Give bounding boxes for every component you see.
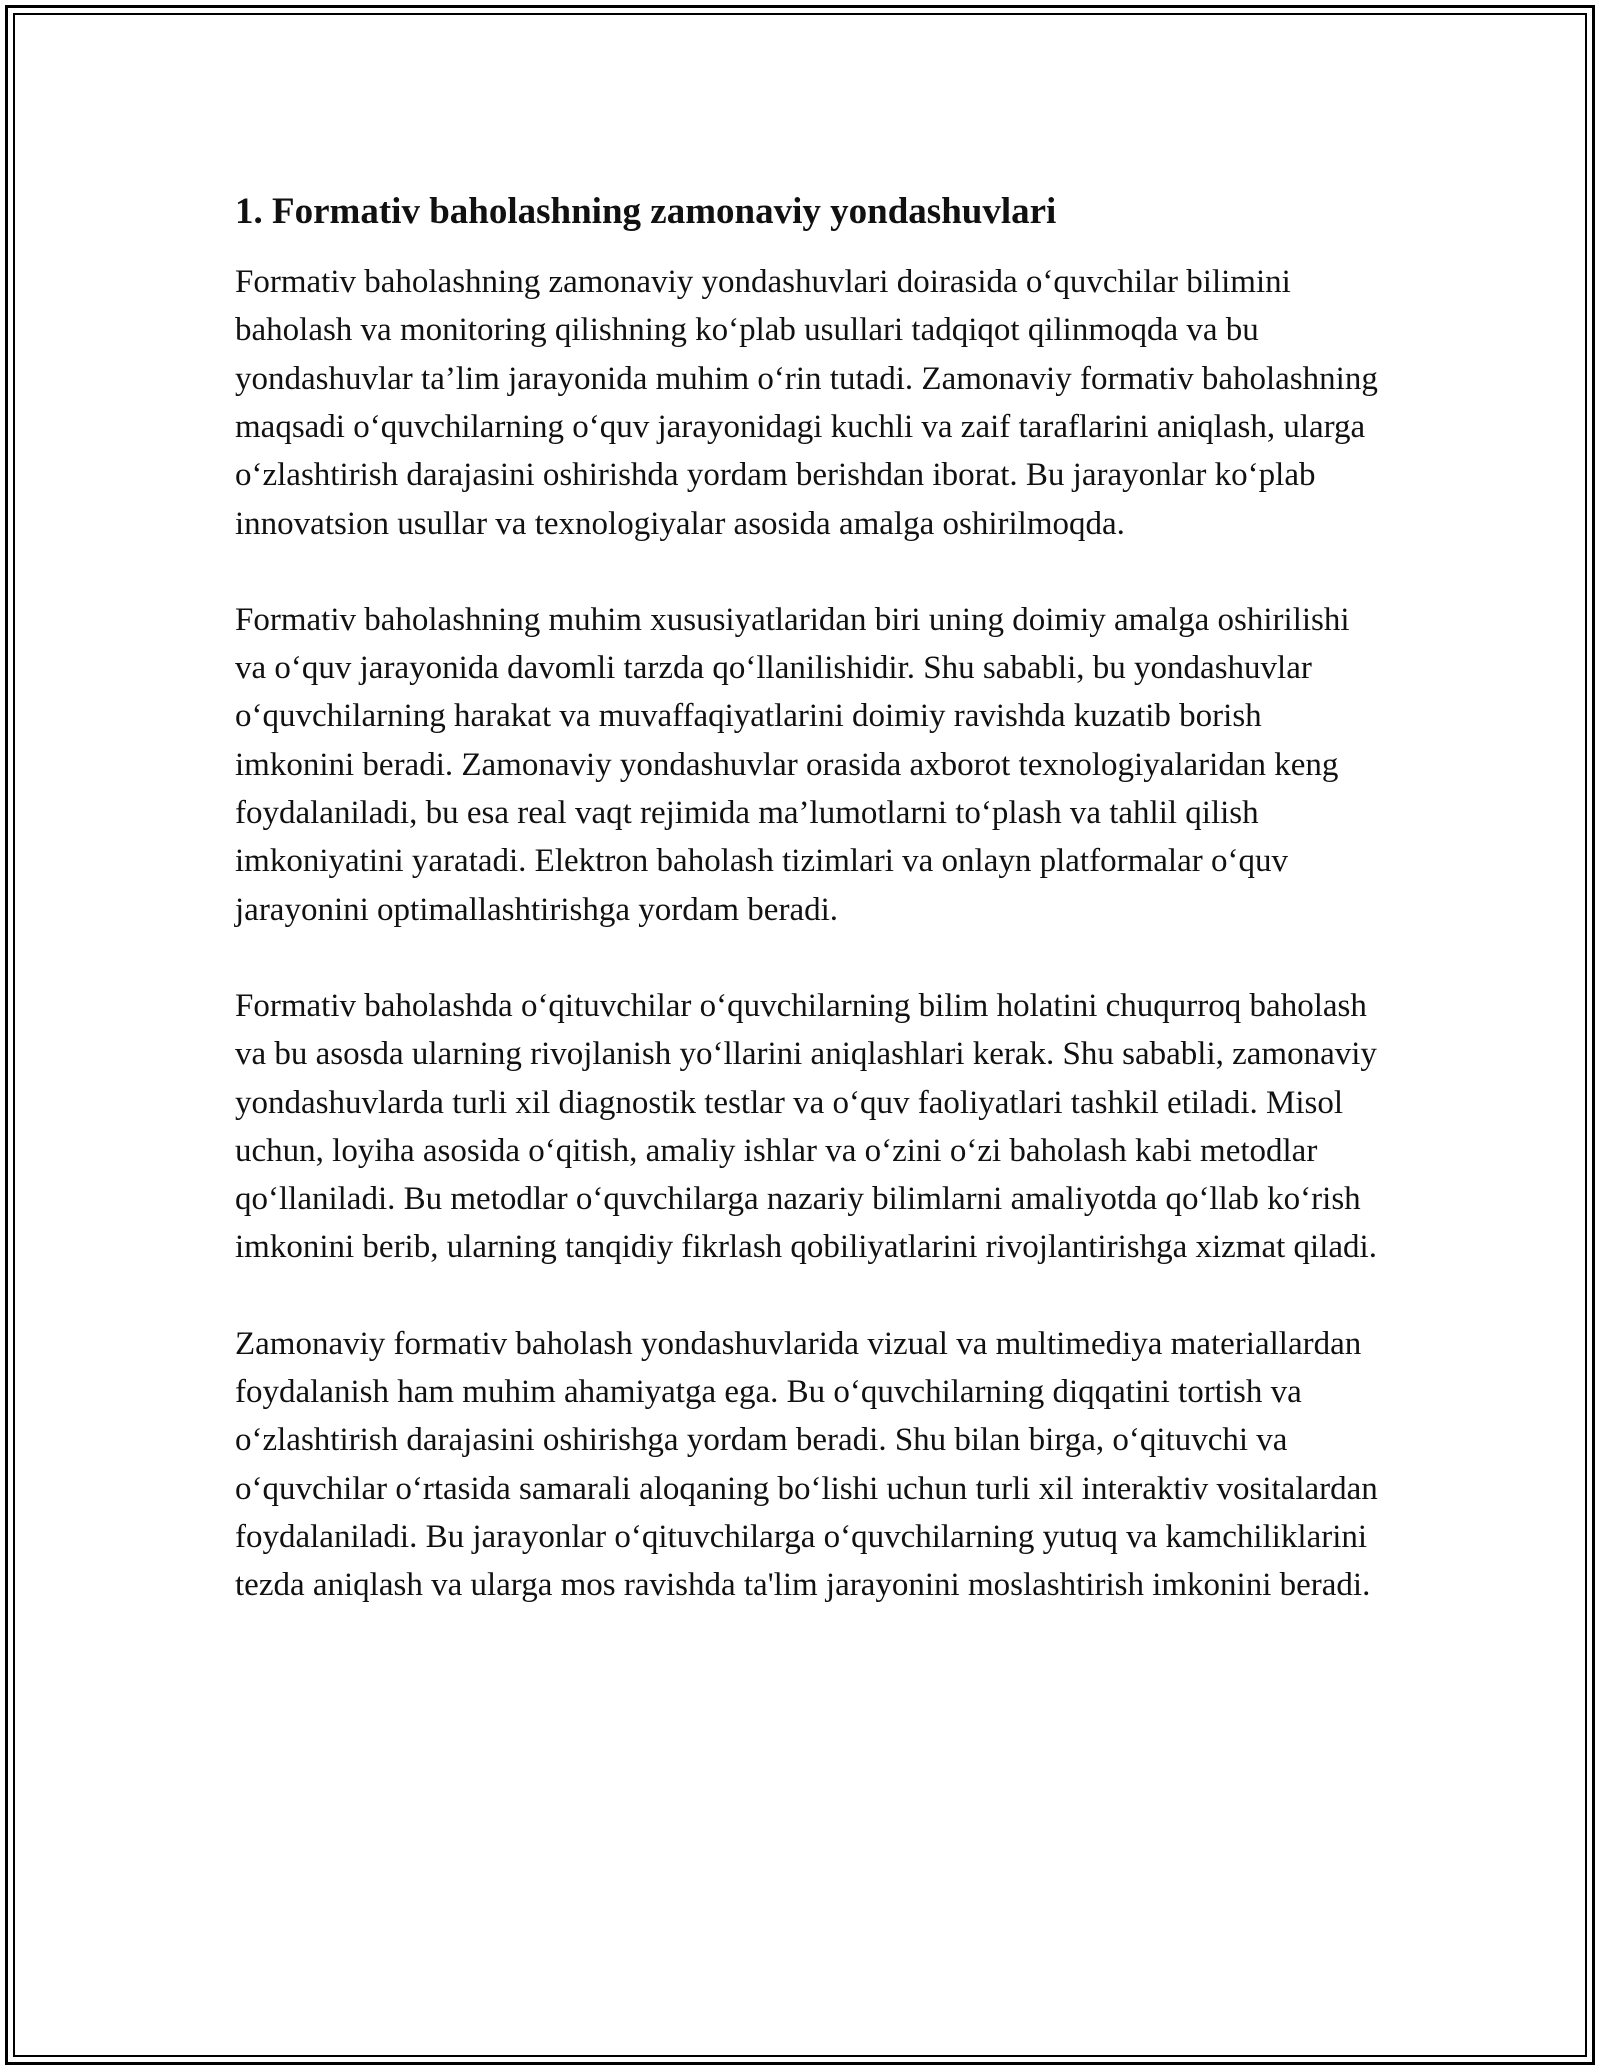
section-heading: 1. Formativ baholashning zamonaviy yondashuvlari [235, 191, 1057, 232]
paragraph-1: Formativ baholashning zamonaviy yondashuvlari doirasida o‘quvchilar bilimini baholash va monitoring qilishning ko‘plab usullari tadqiqot qilinmoqda va bu yondashuvlar ta’lim jarayonida muhim o‘rin tutadi. Zamonaviy formativ baholashning maqsadi o‘quvchilarning o‘quv jarayonidagi kuchli va zaif taraflarini aniqlash, ularga o‘zlashtirish darajasini oshirishda yordam berishdan iborat. Bu jarayonlar ko‘plab innovatsion usullar va texnologiyalar asosida amalga oshirilmoqda. [235, 264, 1378, 542]
paragraph-2: Formativ baholashning muhim xususiyatlaridan biri uning doimiy amalga oshirilishi va o‘quv jarayonida davomli tarzda qo‘llanilishidir. Shu sababli, bu yondashuvlar o‘quvchilarning harakat va muvaffaqiyatlarini doimiy ravishda kuzatib borish imkonini beradi. Zamonaviy yondashuvlar orasida axborot texnologiyalaridan keng foydalaniladi, bu esa real vaqt rejimida ma’lumotlarni to‘plash va tahlil qilish imkoniyatini yaratadi. Elektron baholash tizimlari va onlayn platformalar o‘quv jarayonini optimallashtirishga yordam beradi. [235, 601, 1350, 928]
paragraph-3: Formativ baholashda o‘qituvchilar o‘quvchilarning bilim holatini chuqurroq baholash va bu asosda ularning rivojlanish yo‘llarini aniqlashlari kerak. Shu sababli, zamonaviy yondashuvlarda turli xil diagnostik testlar va o‘quv faoliyatlari tashkil etiladi. Misol uchun, loyiha asosida o‘qitish, amaliy ishlar va o‘zini o‘zi baholash kabi metodlar qo‘llaniladi. Bu metodlar o‘quvchilarga nazariy bilimlarni amaliyotda qo‘llab ko‘rish imkonini berib, ularning tanqidiy fikrlash qobiliyatlarini rivojlantirishga xizmat qiladi. [235, 987, 1377, 1266]
paragraph-4: Zamonaviy formativ baholash yondashuvlarida vizual va multimediya materiallardan foydalanish ham muhim ahamiyatga ega. Bu o‘quvchilarning diqqatini tortish va o‘zlashtirish darajasini oshirishga yordam beradi. Shu bilan birga, o‘qituvchi va o‘quvchilar o‘rtasida samarali aloqaning bo‘lishi uchun turli xil interaktiv vositalardan foydalaniladi. Bu jarayonlar o‘qituvchilarga o‘quvchilarning yutuq va kamchiliklarini tezda aniqlash va ularga mos ravishda ta'lim jarayonini moslashtirish imkonini beradi. [235, 1325, 1378, 1604]
document-body [235, 188, 1385, 1658]
